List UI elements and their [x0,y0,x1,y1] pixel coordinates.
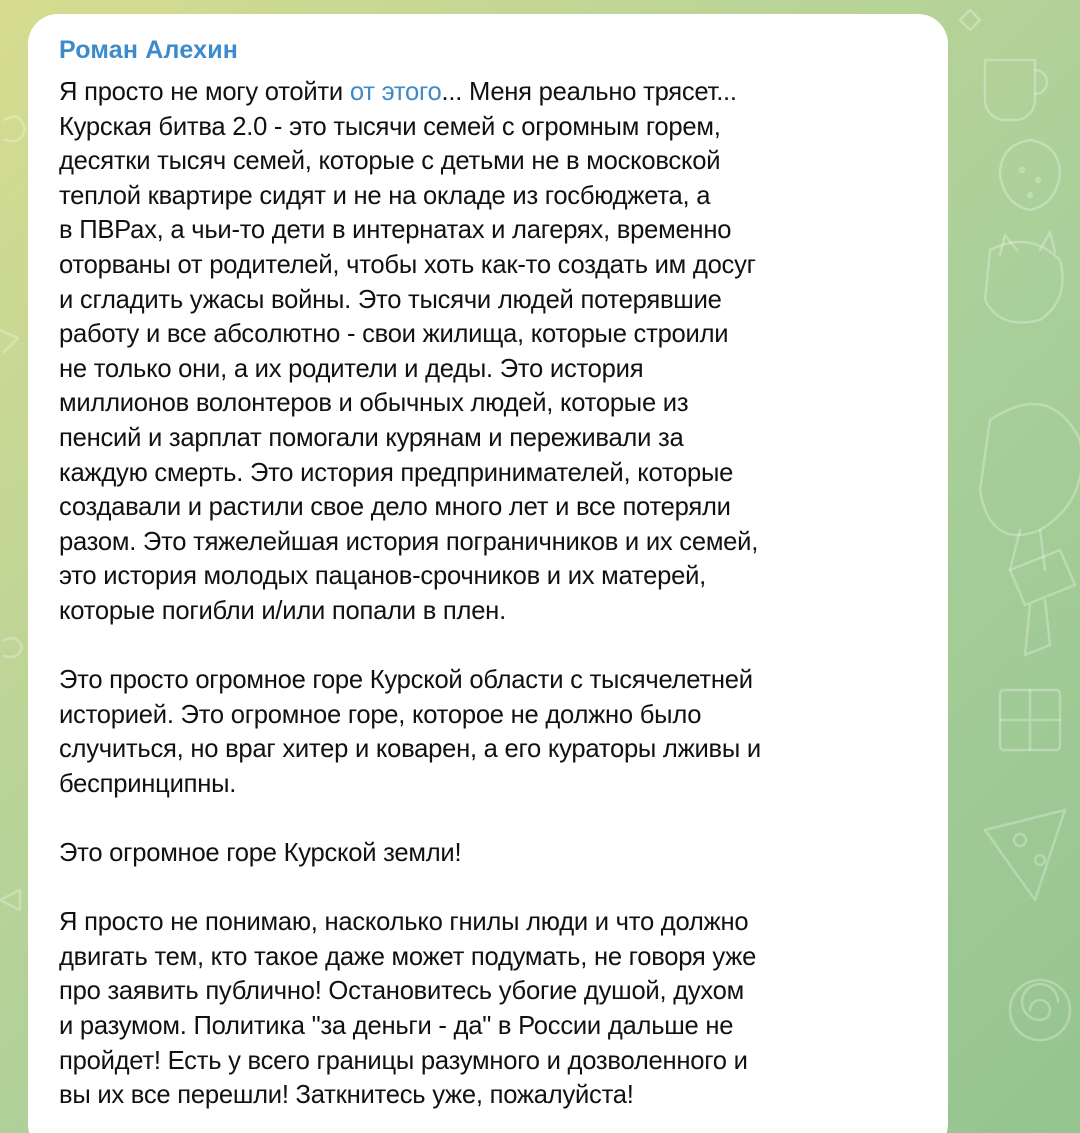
paragraph-gap [59,629,918,664]
message-line: Это огромное горе Курской земли! [59,839,462,868]
message-line [59,75,918,110]
message-line: про заявить публично! Остановитесь убогие душой, духом [59,977,745,1006]
message-line: беспринципны. [59,769,237,798]
message-line: пройдет! Есть у всего границы разумного и дозволенного и [59,1046,748,1075]
leaf-doodle-icon [5,117,25,142]
message-line: Это просто огромное горе Курской области с тысячелетней [59,666,753,695]
cat-doodle-icon [985,242,1063,323]
message-line: в ПВРах, а чьи-то дети в интернатах и лагерях, временно [59,216,732,245]
message-text [59,75,918,1113]
message-line: создавали и растили свое дело много лет и все потеряли [59,493,731,522]
message-line: и разумом. Политика "за деньги - да" в России дальше не [59,1012,734,1041]
message-line: Я просто не понимаю, насколько гнилы люди и что должно [59,908,749,937]
paragraph-gap [59,871,918,906]
message-line: и сгладить ужасы войны. Это тысячи людей потерявшие [59,285,722,314]
message-line: оторваны от родителей, чтобы хоть как-то создать им досуг [59,250,756,279]
pizza-doodle-icon [985,810,1065,900]
message-line: каждую смерть. Это история предпринимателей, которые [59,458,734,487]
star-doodle-icon [960,10,980,30]
message-link[interactable]: от этого [349,78,442,106]
message-line: не только они, а их родители и деды. Это история [59,354,644,383]
message-line: двигать тем, кто такое даже может подумать, не говоря уже [59,942,757,971]
message-line: теплой квартире сидят и не на окладе из госбюджета, а [59,181,711,210]
message-line: десятки тысяч семей, которые с детьми не в московской [59,147,721,176]
message-line: историей. Это огромное горе, которое не должно было [59,700,702,729]
message-line: вы их все перешли! Заткнитесь уже, пожалуйста! [59,1081,634,1110]
strawberry-doodle-icon [1000,140,1060,210]
message-line-text: Я просто не могу отойти [59,78,350,106]
message-line: пенсий и зарплат помогали курянам и переживали за [59,423,684,452]
sender-name[interactable]: Роман Алехин [59,36,239,64]
chevron-doodle-icon [0,330,18,352]
message-line-text: ... Меня реально трясет... [441,78,737,106]
triangle-doodle-icon [0,890,20,910]
message-line: миллионов волонтеров и обычных людей, которые из [59,389,689,418]
lollipop-doodle-icon [1010,980,1070,1040]
balloon-doodle-icon [980,404,1080,535]
mug-doodle-icon [985,60,1035,120]
message-line: это история молодых пацанов-срочников и их матерей, [59,562,706,591]
paragraph-gap [59,801,918,836]
message-line: случиться, но враг хитер и коварен, а его кураторы лживы и [59,735,761,764]
message-line: которые погибли и/или попали в плен. [59,596,506,625]
message-line: работу и все абсолютно - свои жилища, которые строили [59,320,729,349]
message-bubble[interactable] [28,14,948,1133]
message-line: Курская битва 2.0 - это тысячи семей с огромным горем, [59,112,721,141]
message-line: разом. Это тяжелейшая история пограничников и их семей, [59,527,759,556]
drop-doodle-icon [4,638,22,657]
flashlight-doodle-icon [1010,550,1075,605]
